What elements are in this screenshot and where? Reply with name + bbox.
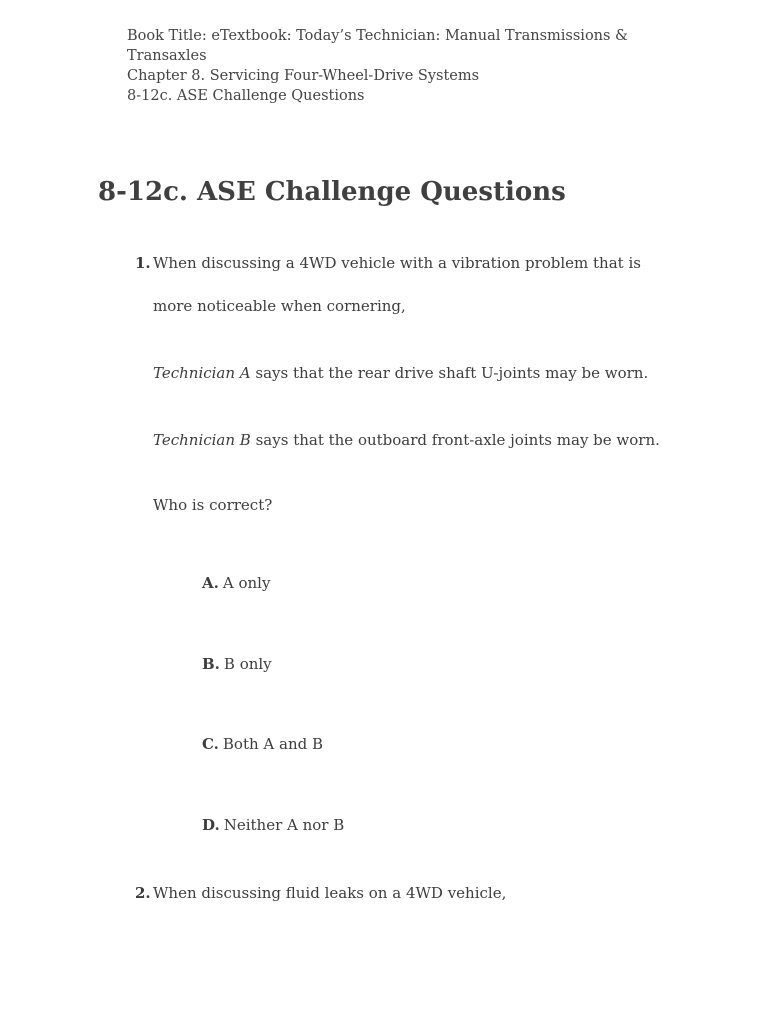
technician-b-text: says that the outboard front-axle joints may be worn. xyxy=(250,431,660,449)
technician-b-statement xyxy=(153,431,660,449)
question-2-text-line-1: When discussing fluid leaks on a 4WD vehicle, xyxy=(153,884,507,902)
option-c-letter: C. xyxy=(202,735,219,753)
question-1-number: 1. xyxy=(135,254,151,272)
option-a-text: A only xyxy=(222,574,271,592)
question-1-prompt: Who is correct? xyxy=(153,496,273,514)
option-a[interactable] xyxy=(202,574,270,592)
question-1-text-line-1: When discussing a 4WD vehicle with a vibration problem that is xyxy=(153,254,641,272)
technician-a-statement xyxy=(153,364,648,382)
technician-b-name: Technician B xyxy=(153,431,251,449)
section-title: 8-12c. ASE Challenge Questions xyxy=(127,88,365,104)
option-d-letter: D. xyxy=(202,816,220,834)
page-title: 8-12c. ASE Challenge Questions xyxy=(98,177,566,207)
technician-a-text: says that the rear drive shaft U-joints may be worn. xyxy=(250,364,649,382)
option-b-text: B only xyxy=(223,655,272,673)
option-d-text: Neither A nor B xyxy=(223,816,345,834)
technician-a-name: Technician A xyxy=(153,364,251,382)
book-header xyxy=(127,26,647,106)
option-b-letter: B. xyxy=(202,655,220,673)
question-1-text-line-2: more noticeable when cornering, xyxy=(153,297,406,315)
option-c-text: Both A and B xyxy=(222,735,324,753)
option-b[interactable] xyxy=(202,655,272,673)
book-title-line-1: Book Title: eTextbook: Today’s Technician: Manual Transmissions & xyxy=(127,28,628,44)
book-title-line-2: Transaxles xyxy=(127,48,207,64)
question-2-number: 2. xyxy=(135,884,151,902)
option-d[interactable] xyxy=(202,816,344,834)
option-a-letter: A. xyxy=(202,574,219,592)
option-c[interactable] xyxy=(202,735,323,753)
chapter-title: Chapter 8. Servicing Four-Wheel-Drive Systems xyxy=(127,68,480,84)
